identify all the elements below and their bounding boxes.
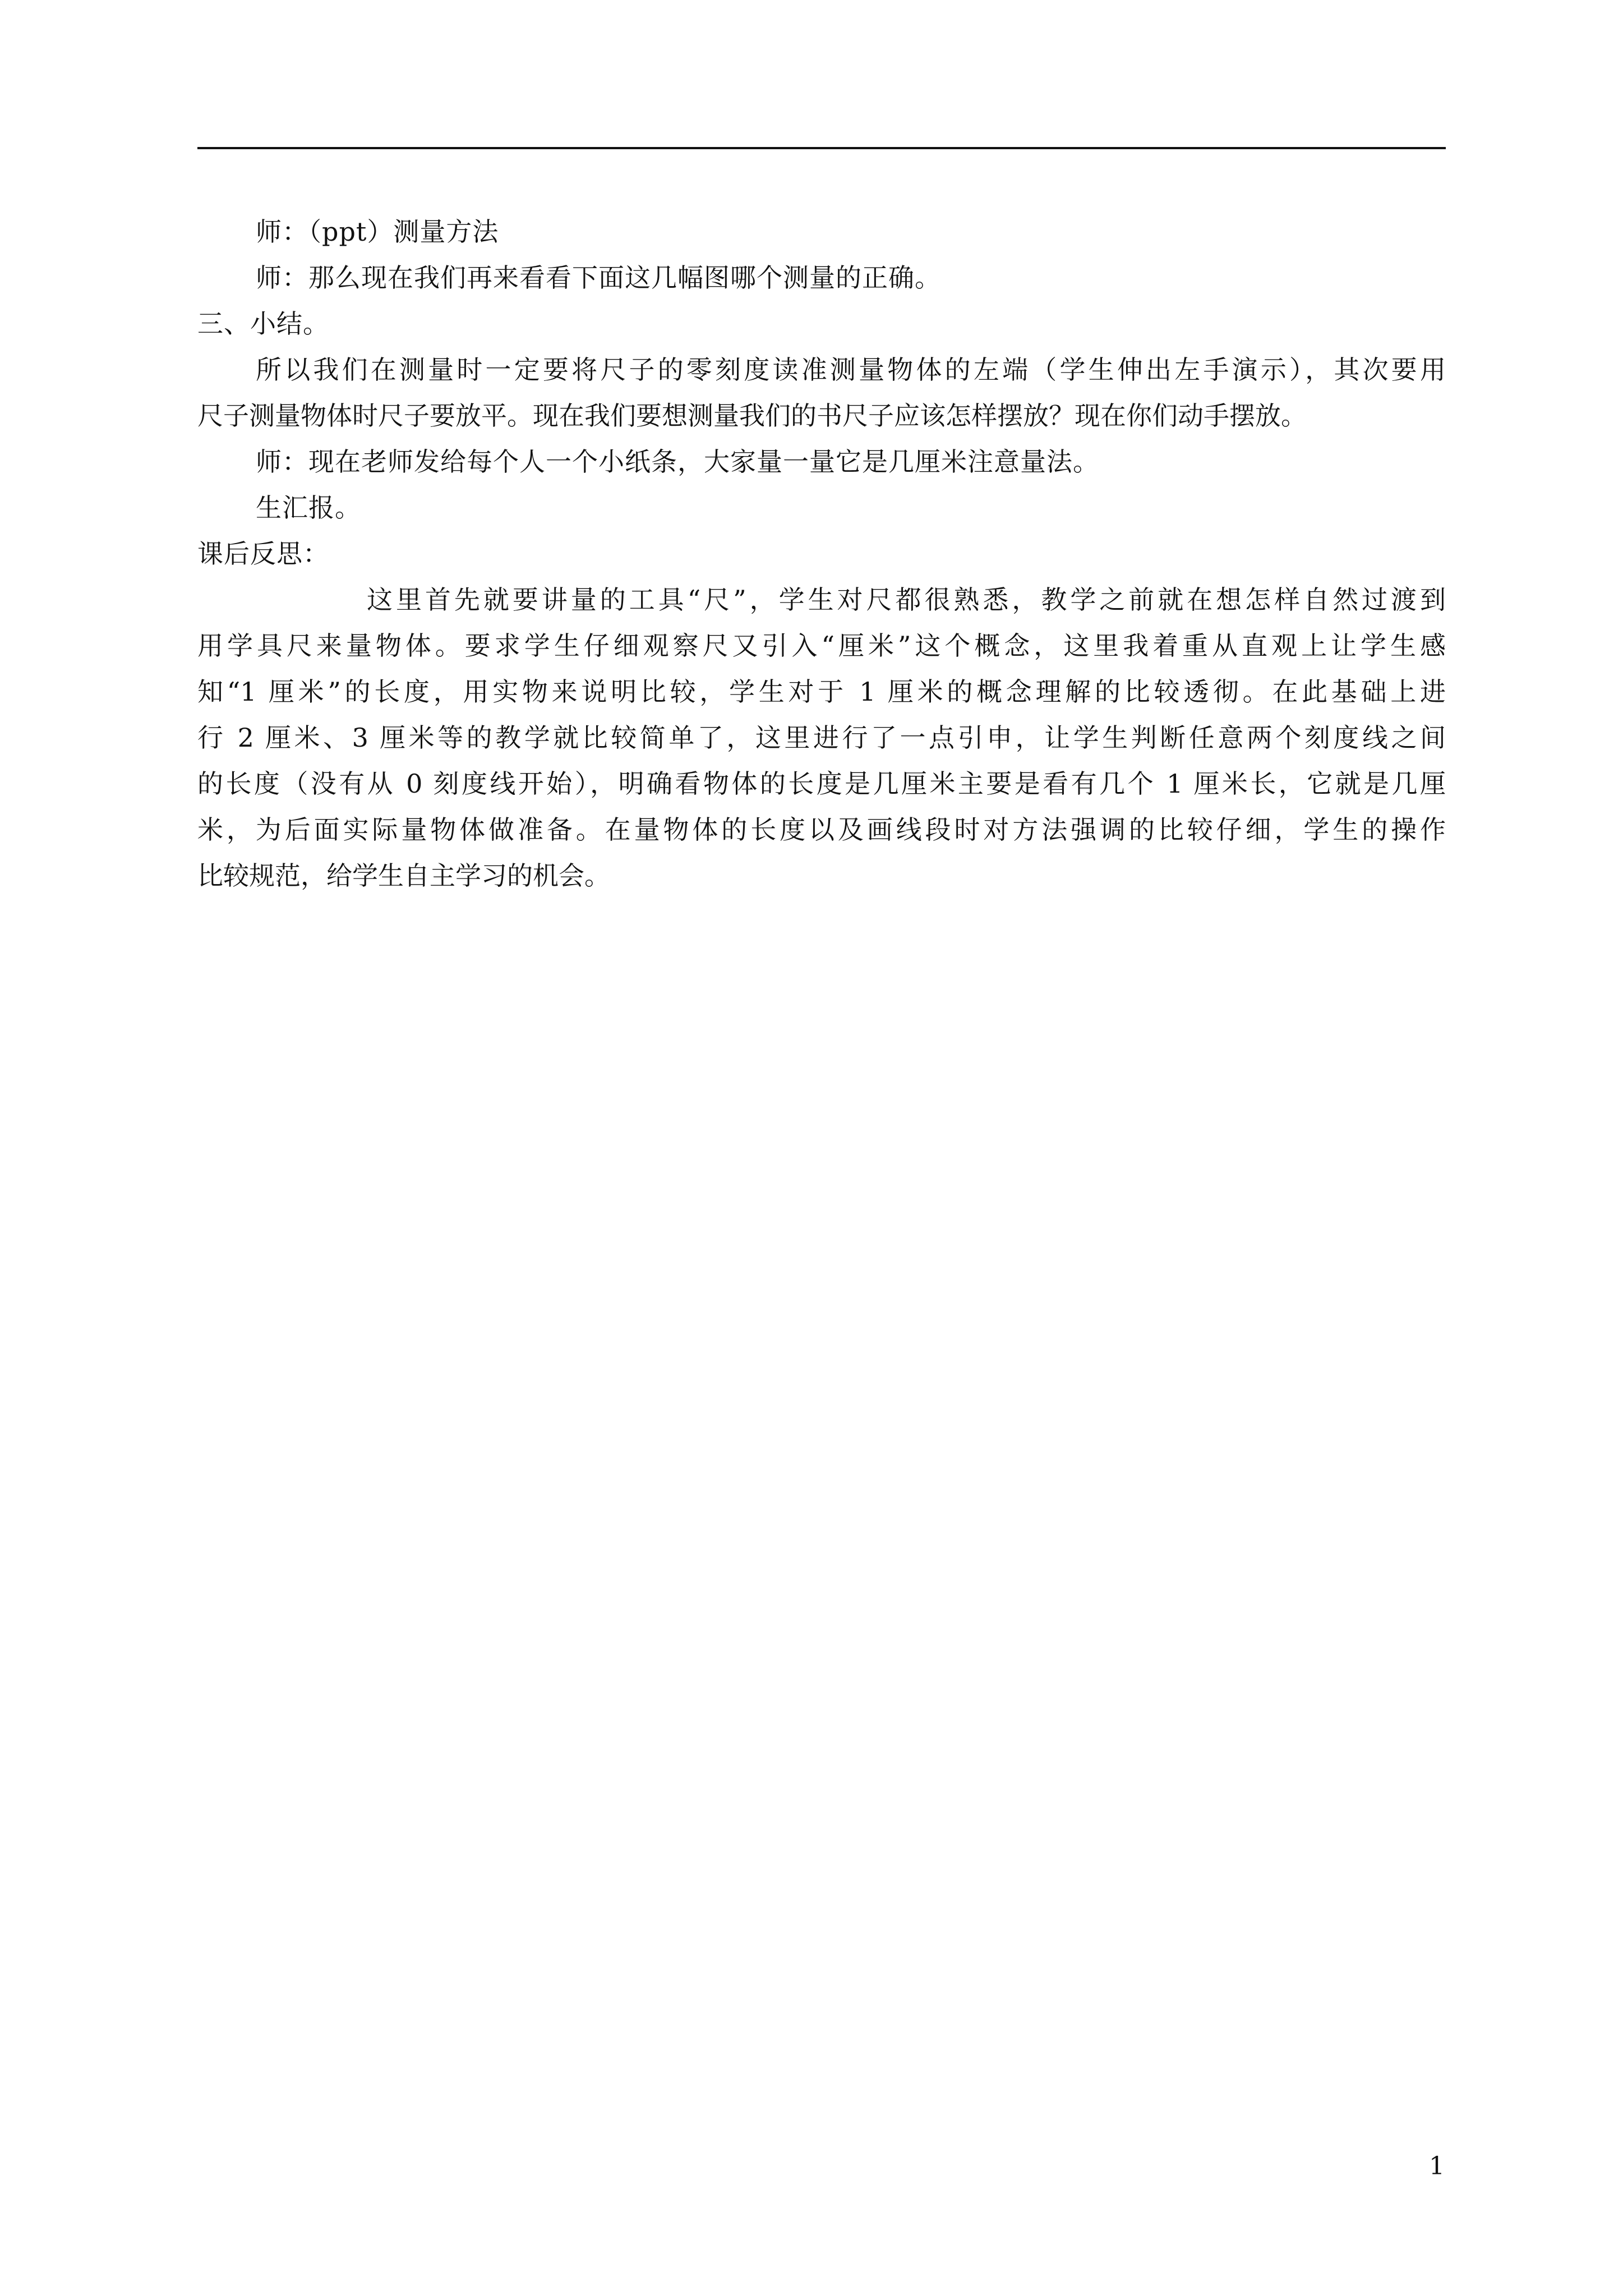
reflection-paragraph-line: 这里首先就要讲量的工具“尺”，学生对尺都很熟悉，教学之前就在想怎样自然过渡到 <box>367 585 1446 615</box>
student-report-line: 生汇报。 <box>256 493 361 523</box>
document-body <box>197 209 1446 899</box>
summary-paragraph-line: 所以我们在测量时一定要将尺子的零刻度读准测量物体的左端（学生伸出左手演示），其次要用 <box>256 355 1446 385</box>
reflection-paragraph-line: 米，为后面实际量物体做准备。在量物体的长度以及画线段时对方法强调的比较仔细，学生的操作 <box>197 815 1446 845</box>
teacher-instruction-line: 师：现在老师发给每个人一个小纸条，大家量一量它是几厘米注意量法。 <box>256 447 1099 477</box>
reflection-heading: 课后反思： <box>197 539 329 569</box>
summary-paragraph-line: 尺子测量物体时尺子要放平。现在我们要想测量我们的书尺子应该怎样摆放？现在你们动手摆放。 <box>197 401 1307 431</box>
section-heading-summary: 三、小结。 <box>197 309 329 339</box>
reflection-paragraph-line: 用学具尺来量物体。要求学生仔细观察尺又引入“厘米”这个概念，这里我着重从直观上让学生感 <box>197 631 1446 661</box>
teacher-question-line: 师：那么现在我们再来看看下面这几幅图哪个测量的正确。 <box>256 263 941 293</box>
reflection-paragraph-line: 比较规范，给学生自主学习的机会。 <box>197 861 610 891</box>
reflection-paragraph-line: 行 2 厘米、3 厘米等的教学就比较简单了，这里进行了一点引申，让学生判断任意两个刻度线之间 <box>197 723 1446 753</box>
page-number: 1 <box>1429 2152 1445 2180</box>
teacher-method-line: 师：（ppt）测量方法 <box>256 217 499 247</box>
reflection-paragraph-line: 的长度（没有从 0 刻度线开始），明确看物体的长度是几厘米主要是看有几个 1 厘米长，它就是几厘 <box>197 769 1446 799</box>
header-rule <box>197 147 1446 149</box>
reflection-paragraph-line: 知“1 厘米”的长度，用实物来说明比较，学生对于 1 厘米的概念理解的比较透彻。在此基础上进 <box>197 677 1446 707</box>
